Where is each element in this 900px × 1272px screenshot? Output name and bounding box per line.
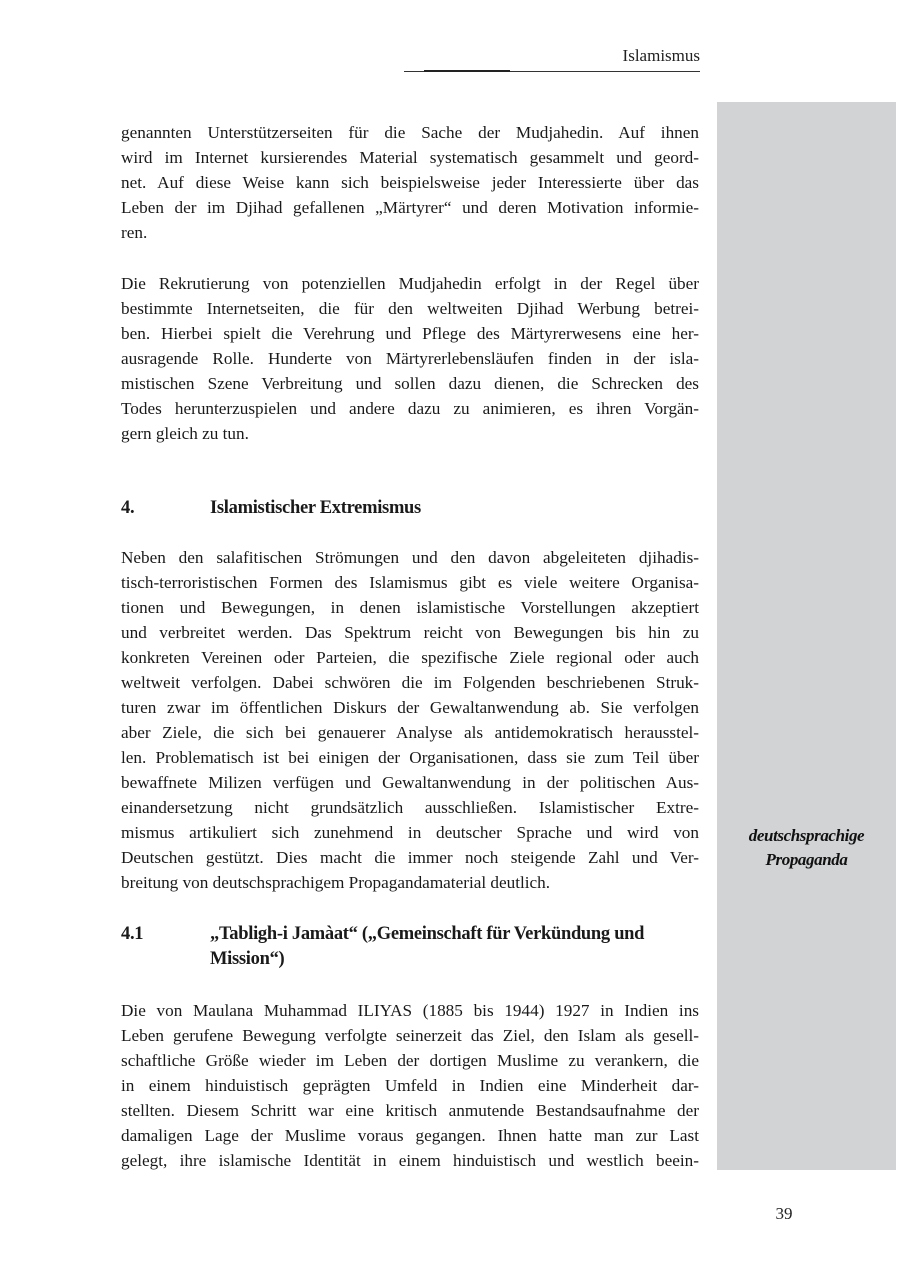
margin-note (717, 824, 896, 872)
text-line: wird im Internet kursierendes Material systematisch gesammelt und geord- (121, 148, 699, 167)
text-line: Leben der im Djihad gefallenen „Märtyrer“ und deren Motivation informie- (121, 198, 699, 217)
text-line: schaftliche Größe wieder im Leben der dortigen Muslime zu verankern, die (121, 1051, 699, 1070)
text-line: breitung von deutschsprachigem Propagandamaterial deutlich. (121, 873, 551, 892)
section-title (210, 496, 699, 521)
text-line: ausragende Rolle. Hunderte von Märtyrerlebensläufen finden in der isla- (121, 349, 699, 368)
text-line: gelegt, ihre islamische Identität in einem hinduistisch und westlich beein- (121, 1151, 699, 1170)
text-line: in einem hinduistisch geprägten Umfeld in Indien eine Minderheit dar- (121, 1076, 699, 1095)
text-line: aber Ziele, die sich bei genauerer Analyse als antidemokratisch herausstel- (121, 723, 699, 742)
text-line: Todes herunterzuspielen und andere dazu zu animieren, es ihren Vorgän- (121, 399, 699, 418)
text-line: genannten Unterstützerseiten für die Sache der Mudjahedin. Auf ihnen (121, 123, 699, 142)
section-heading-4-1 (121, 922, 699, 972)
paragraph-3 (121, 545, 699, 895)
text-line: bestimmte Internetseiten, die für den weltweiten Djihad Werbung betrei- (121, 299, 699, 318)
text-line: mistischen Szene Verbreitung und sollen dazu dienen, die Schrecken des (121, 374, 699, 393)
section-title-line: „Tabligh-i Jamàat“ („Gemeinschaft für Verkündung und (210, 924, 645, 944)
text-line: Neben den salafitischen Strömungen und den davon abgeleiteten djihadis- (121, 548, 699, 567)
text-line: bewaffnete Milizen verfügen und Gewaltanwendung in der politischen Aus- (121, 773, 699, 792)
text-line: weltweit verfolgen. Dabei schwören die im Folgenden beschriebenen Struk- (121, 673, 699, 692)
section-title-line: Islamistischer Extremismus (210, 498, 421, 518)
paragraph-2 (121, 271, 699, 446)
section-number: 4. (121, 498, 135, 518)
text-line: tisch-terroristischen Formen des Islamismus gibt es viele weitere Organisa- (121, 573, 699, 592)
text-line: Leben gerufene Bewegung verfolgte seinerzeit das Ziel, den Islam als gesell- (121, 1026, 699, 1045)
text-line: und verbreitet werden. Das Spektrum reicht von Bewegungen bis hin zu (121, 623, 699, 642)
section-title (210, 922, 699, 972)
paragraph-4 (121, 998, 699, 1173)
text-line: stellten. Diesem Schritt war eine kritisch anmutende Bestandsaufnahme der (121, 1101, 699, 1120)
text-line: ren. (121, 223, 148, 242)
margin-note-line: Propaganda (765, 850, 848, 869)
text-line: konkreten Vereinen oder Parteien, die spezifische Ziele regional oder auch (121, 648, 699, 667)
text-line: gern gleich zu tun. (121, 424, 249, 443)
text-line: damaligen Lage der Muslime voraus gegangen. Ihnen hatte man zur Last (121, 1126, 699, 1145)
section-number: 4.1 (121, 924, 144, 944)
running-header: Islamismus (622, 46, 700, 65)
text-line: tionen und Bewegungen, in denen islamistische Vorstellungen akzeptiert (121, 598, 699, 617)
text-line: Die Rekrutierung von potenziellen Mudjahedin erfolgt in der Regel über (121, 274, 699, 293)
paragraph-1 (121, 120, 699, 245)
margin-note-line: deutschsprachige (748, 826, 865, 845)
text-line: Die von Maulana Muhammad ILIYAS (1885 bis 1944) 1927 in Indien ins (121, 1001, 699, 1020)
page-number: 39 (775, 1204, 793, 1223)
text-line: turen zwar im öffentlichen Diskurs der Gewaltanwendung ab. Sie verfolgen (121, 698, 699, 717)
text-line: mismus artikuliert sich zunehmend in deutscher Sprache und wird von (121, 823, 699, 842)
section-title-line: Mission“) (210, 949, 285, 969)
text-line: Deutschen gestützt. Dies macht die immer noch steigende Zahl und Ver- (121, 848, 699, 867)
text-line: einandersetzung nicht grundsätzlich ausschließen. Islamistischer Extre- (121, 798, 699, 817)
text-line: len. Problematisch ist bei einigen der Organisationen, dass sie zum Teil über (121, 748, 699, 767)
text-line: ben. Hierbei spielt die Verehrung und Pflege des Märtyrerwesens eine her- (121, 324, 699, 343)
margin-sidebar (717, 102, 896, 1170)
text-line: net. Auf diese Weise kann sich beispielsweise jeder Interessierte über das (121, 173, 699, 192)
header-rule-accent (424, 70, 510, 72)
